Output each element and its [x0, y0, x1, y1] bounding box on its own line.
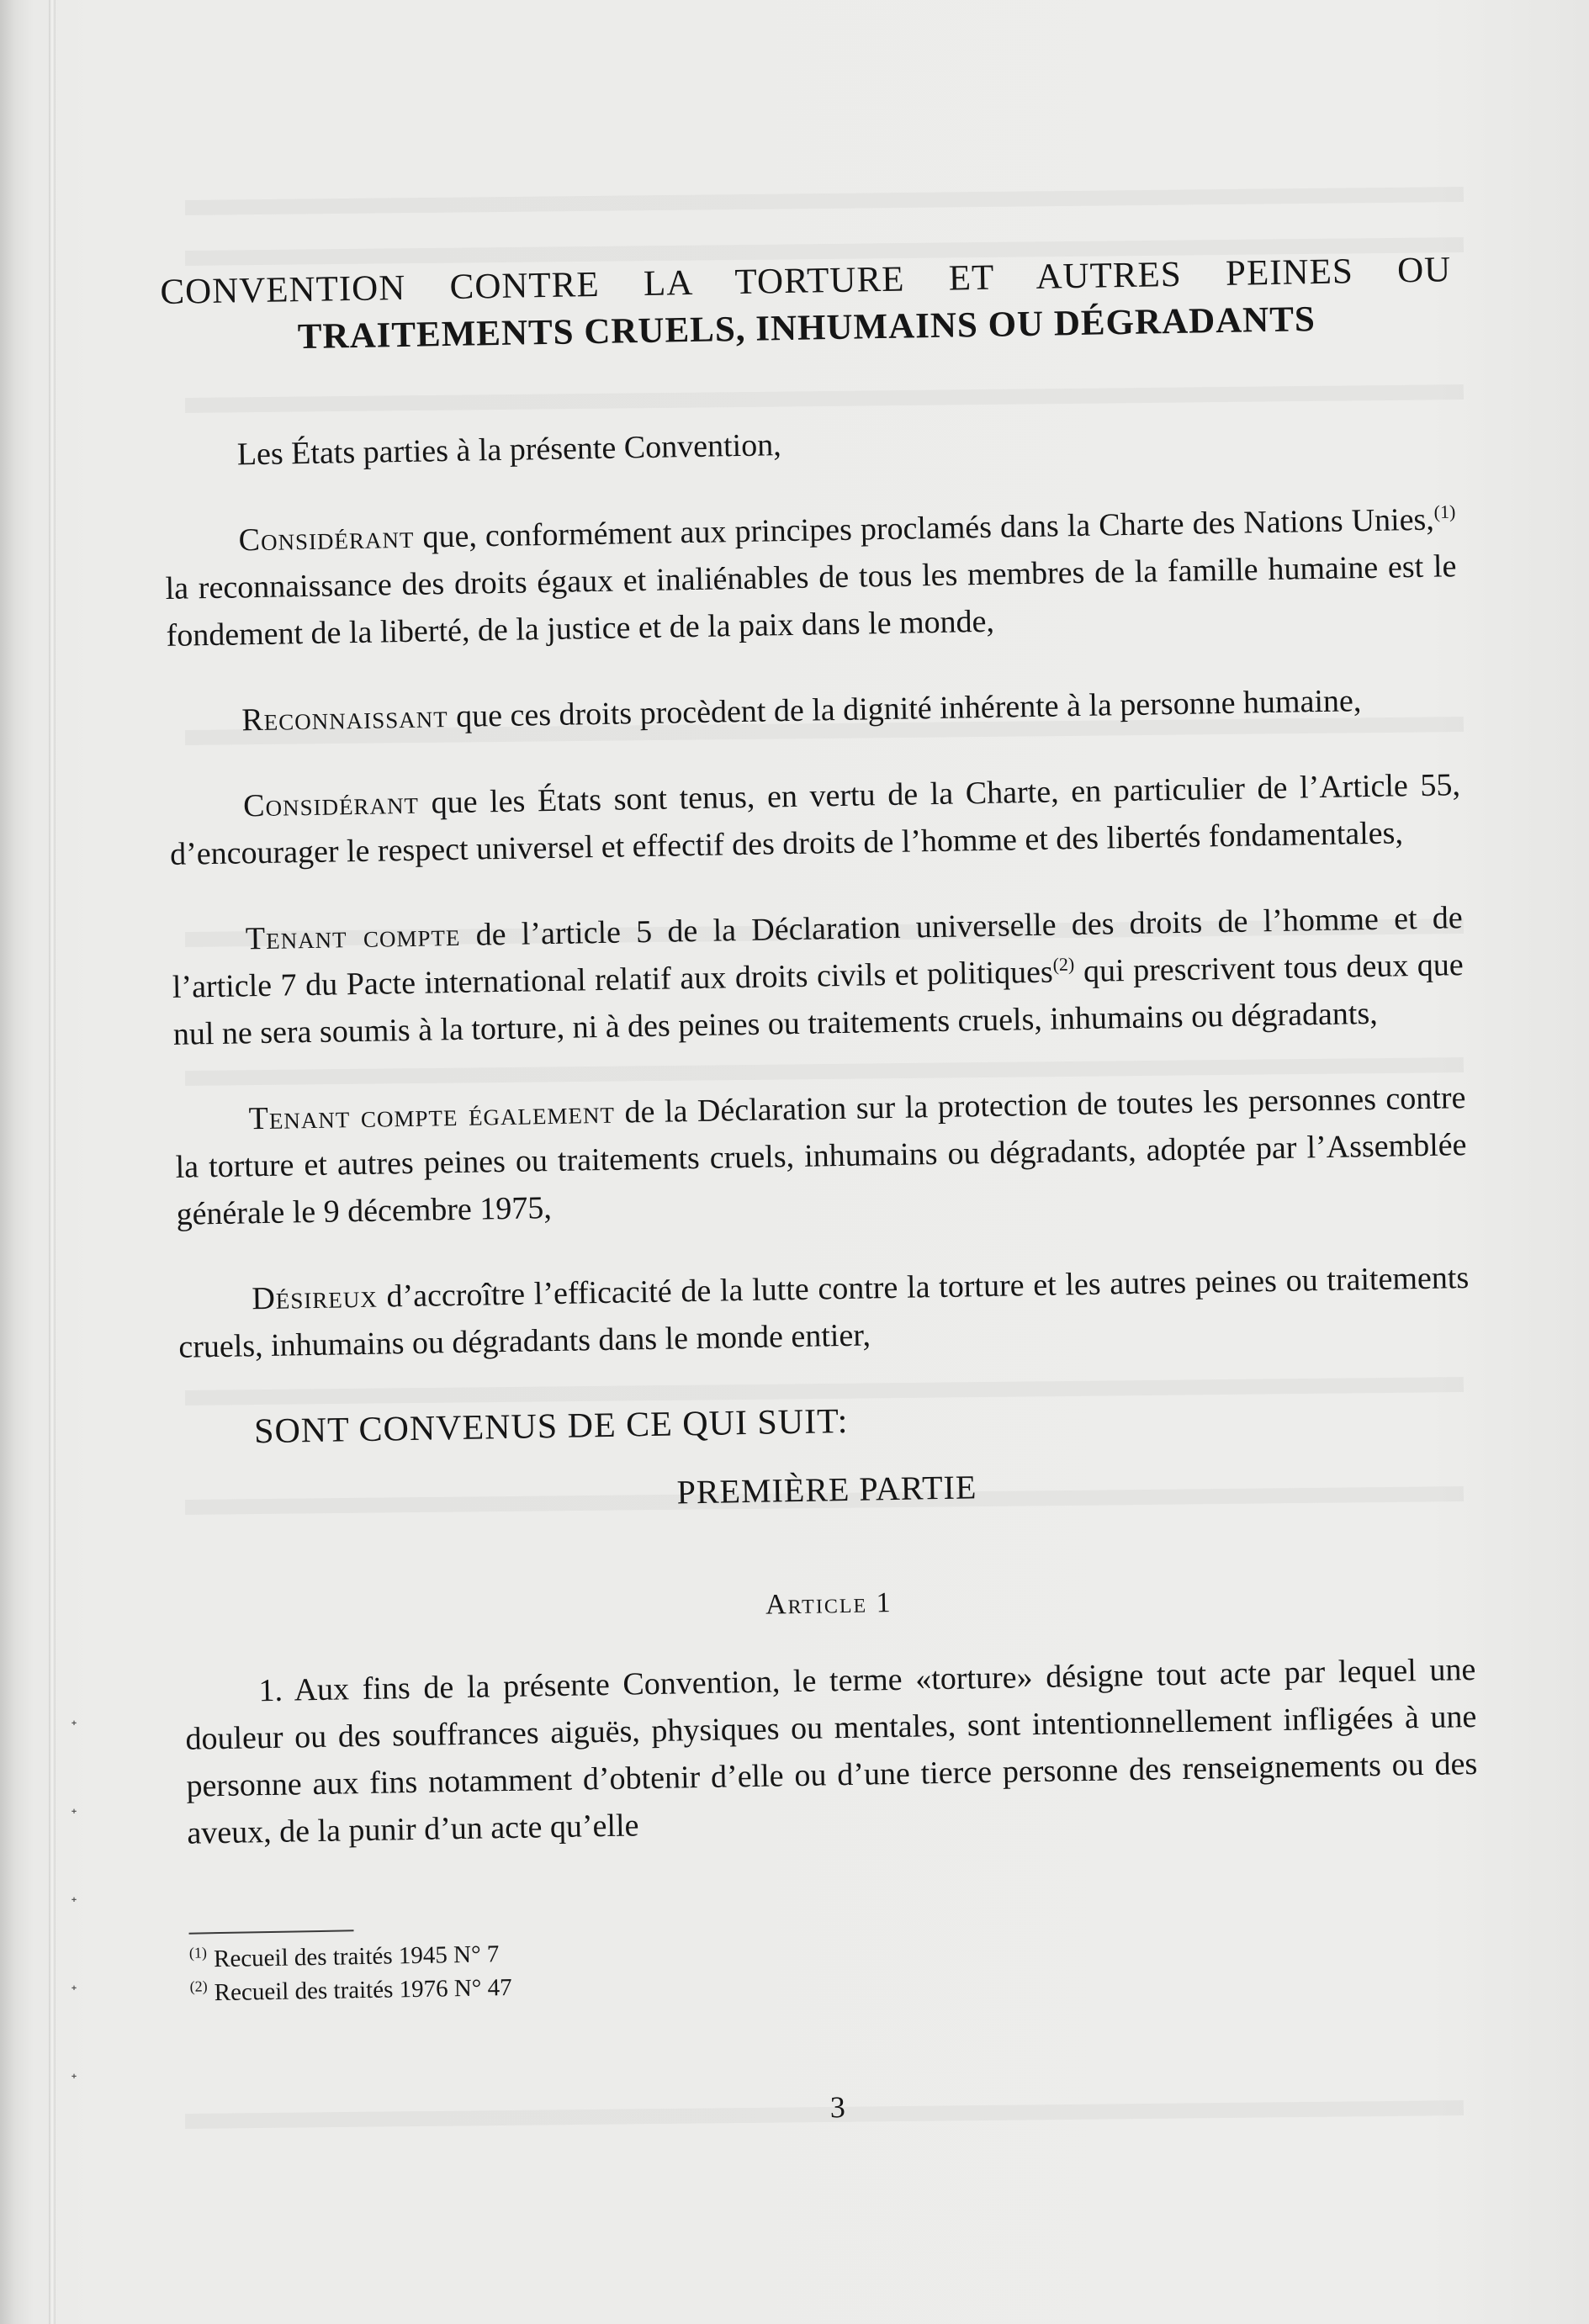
binding-edge [49, 0, 56, 2324]
title-line-2: TRAITEMENTS CRUELS, INHUMAINS OU DÉGRADANTS [297, 299, 1316, 357]
clause-text: qui prescrivent tous deux que nul ne sera soumis à la torture, ni à des peines ou traitements cruels, inhumains ou dégradants, [172, 947, 1465, 1052]
clause-keyword: Désireux [252, 1278, 379, 1317]
clause-keyword: Considérant [238, 519, 415, 559]
footnote-ref: (1) [1433, 500, 1456, 522]
footnote-ref: (2) [1052, 953, 1075, 975]
preamble-intro: Les États parties à la présente Convention, [236, 427, 781, 473]
title-line-1: CONVENTION CONTRE LA TORTURE ET AUTRES PEINES OU [160, 250, 1452, 312]
binding-mark: ᐩ [71, 1718, 77, 1736]
footnote-marker: (1) [188, 1944, 208, 1962]
binding-mark: ᐩ [71, 1894, 77, 1913]
binding-mark: ᐩ [71, 2071, 77, 2089]
clause-keyword: Reconnaissant [241, 699, 449, 738]
preamble-clause-4 [171, 894, 1465, 1058]
footnote-divider [189, 1930, 354, 1934]
preamble-clause-6 [177, 1254, 1470, 1371]
preamble-clause-1 [164, 495, 1458, 659]
agreement-heading: SONT CONVENUS DE CE QUI SUIT: [253, 1401, 849, 1452]
article-heading: Article 1 [765, 1587, 892, 1621]
part-heading: PREMIÈRE PARTIE [676, 1468, 977, 1511]
preamble-clause-5 [174, 1074, 1468, 1238]
clause-text: d’accroître l’efficacité de la lutte contre la torture et les autres peines ou traitements cruels, inhumains ou dégradants dans le monde entier, [178, 1260, 1470, 1365]
page-number: 3 [829, 2090, 846, 2125]
footnote-marker: (2) [189, 1977, 208, 1996]
footnote-text: Recueil des traités 1945 N° 7 [213, 1940, 500, 1973]
preamble-clause-3 [169, 761, 1462, 878]
clause-keyword: Considérant [242, 785, 420, 824]
clause-text: que ces droits procèdent de la dignité inhérente à la personne humaine, [448, 683, 1362, 735]
clause-keyword: Tenant compte également [248, 1094, 616, 1137]
clause-text: que les États sont tenus, en vertu de la Charte, en particulier de l’Article 55, d’encourager le respect universel et effectif des droits de l’homme et des libertés fondamentales, [169, 767, 1461, 872]
document-content [160, 246, 1484, 2136]
clause-text: la reconnaissance des droits égaux et inaliénables de tous les membres de la famille humaine est le fondement de la liberté, de la justice et de la paix dans le monde, [165, 548, 1457, 654]
show-through-line [185, 187, 1464, 215]
article-1-paragraph: 1. Aux fins de la présente Convention, le terme «torture» désigne tout acte par lequel une douleur ou des souffrances aiguës, physiques ou mentales, sont intentionnellement infligées à une personne aux fins notamment d’obtenir d’elle ou d’une tierce personne des renseignements ou des aveux, de la punir d’un acte qu’elle [185, 1651, 1478, 1851]
binding-mark: ᐩ [71, 1806, 77, 1824]
clause-text: que, conformément aux principes proclamés dans la Charte des Nations Unies, [414, 501, 1435, 555]
binding-mark: ᐩ [71, 1983, 77, 2001]
preamble-clause-2 [167, 675, 1459, 745]
clause-keyword: Tenant compte [245, 917, 461, 957]
clause-text: de l’article 5 de la Déclaration universelle des droits de l’homme et de l’article 7 du Pacte international relatif aux droits civils et politiques [172, 900, 1464, 1005]
clause-text: de la Déclaration sur la protection de toutes les personnes contre la torture et autres peines ou traitements cruels, inhumains ou dégradants, adoptée par l’Assemblée générale le 9 décembre 1975, [175, 1080, 1467, 1232]
footnote-text: Recueil des traités 1976 N° 47 [214, 1974, 512, 2007]
document-title [160, 246, 1453, 363]
